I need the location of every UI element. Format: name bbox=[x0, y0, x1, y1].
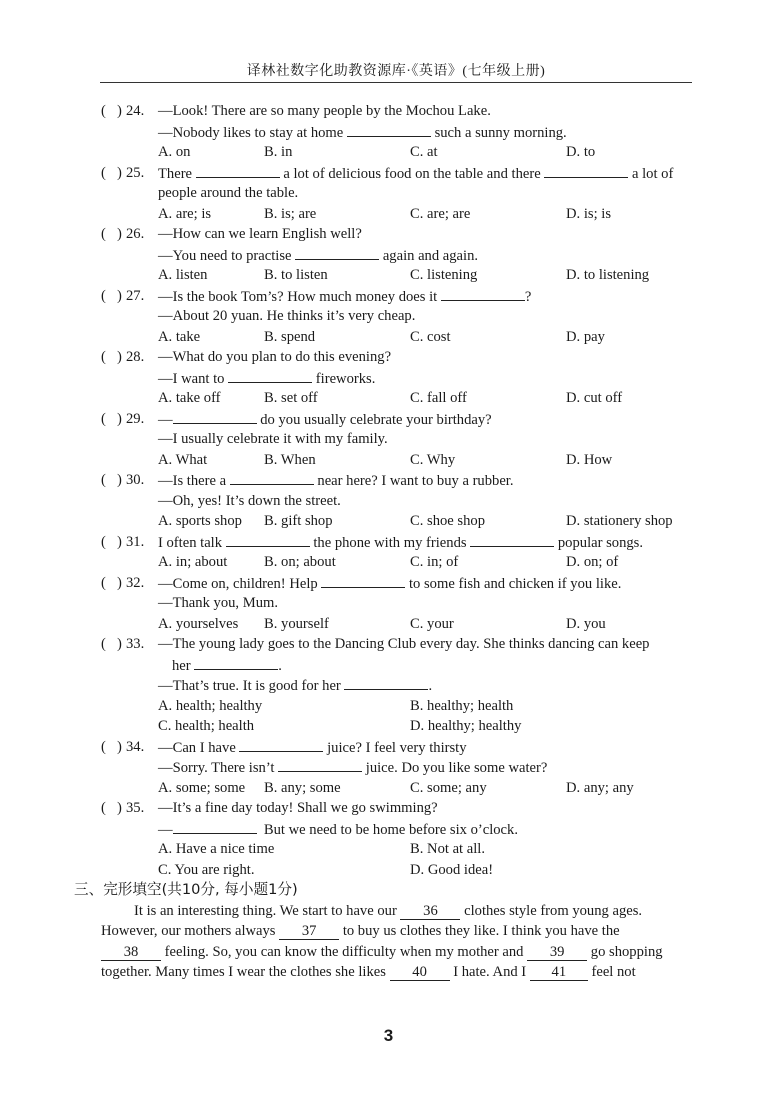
answer-blank[interactable] bbox=[344, 675, 428, 690]
option-c[interactable]: C. some; any bbox=[410, 779, 487, 796]
options-row bbox=[0, 388, 777, 409]
answer-paren-right: ) bbox=[117, 410, 122, 427]
option-c[interactable]: C. shoe shop bbox=[410, 513, 485, 529]
question-text: — bbox=[158, 411, 173, 428]
answer-blank[interactable] bbox=[295, 245, 379, 260]
option-a[interactable]: A. in; about bbox=[158, 554, 228, 570]
question-number: 28. bbox=[126, 349, 145, 365]
passage-text: It is an interesting thing. We start to have our bbox=[134, 902, 397, 919]
question-line bbox=[0, 675, 777, 696]
option-c[interactable]: C. in; of bbox=[410, 554, 459, 570]
cloze-paragraph-line bbox=[0, 921, 777, 942]
option-a[interactable]: A. on bbox=[158, 144, 191, 160]
passage-text: to buy us clothes they like. I think you have the bbox=[342, 923, 620, 939]
question-text: There bbox=[158, 165, 193, 182]
answer-paren-right: ) bbox=[117, 800, 122, 816]
passage-text: together. Many times I wear the clothes she likes bbox=[101, 964, 386, 980]
question-text: a lot of bbox=[632, 165, 674, 182]
answer-paren-left: ( bbox=[101, 287, 106, 304]
question-text: fireworks. bbox=[315, 370, 376, 387]
option-c[interactable]: C. health; health bbox=[158, 718, 255, 734]
question-text: — bbox=[158, 821, 173, 838]
answer-blank[interactable] bbox=[173, 819, 257, 834]
answer-paren-left: ( bbox=[101, 800, 106, 816]
question-text: —About 20 yuan. He thinks it’s very cheap. bbox=[158, 308, 416, 324]
question-text: people around the table. bbox=[158, 185, 299, 201]
option-b[interactable]: B. When bbox=[264, 451, 316, 468]
question-text: . bbox=[428, 678, 433, 694]
cloze-blank[interactable]: 39 bbox=[527, 944, 587, 961]
option-a[interactable]: A. health; healthy bbox=[158, 697, 263, 714]
answer-blank[interactable] bbox=[321, 573, 405, 588]
answer-paren-right: ) bbox=[117, 103, 122, 119]
question-text: —Sorry. There isn’t bbox=[158, 760, 275, 776]
question-27 bbox=[0, 286, 777, 307]
cloze-blank[interactable]: 37 bbox=[279, 923, 339, 940]
option-a[interactable]: A. What bbox=[158, 451, 208, 468]
options-row bbox=[0, 778, 777, 799]
option-a[interactable]: A. take off bbox=[158, 390, 221, 406]
options-row bbox=[0, 716, 777, 737]
option-d[interactable]: D. is; is bbox=[566, 205, 612, 222]
question-number: 33. bbox=[126, 636, 145, 652]
question-number: 29. bbox=[126, 410, 145, 427]
question-number: 35. bbox=[126, 800, 145, 816]
question-text: her bbox=[172, 657, 191, 674]
question-text: a lot of delicious food on the table and there bbox=[283, 165, 541, 182]
option-c[interactable]: C. cost bbox=[410, 328, 451, 345]
option-d[interactable]: D. any; any bbox=[566, 779, 634, 796]
answer-blank[interactable] bbox=[441, 286, 525, 301]
question-text: —I want to bbox=[158, 370, 225, 387]
option-a[interactable]: A. listen bbox=[158, 267, 208, 283]
question-number: 25. bbox=[126, 164, 145, 181]
option-d[interactable]: D. to listening bbox=[566, 267, 650, 283]
options-row bbox=[0, 142, 777, 163]
question-35 bbox=[0, 798, 777, 819]
question-number: 32. bbox=[126, 574, 145, 591]
options-row bbox=[0, 265, 777, 286]
answer-paren-left: ( bbox=[101, 574, 106, 591]
question-text: —Thank you, Mum. bbox=[158, 595, 278, 611]
cloze-paragraph-line bbox=[0, 942, 777, 963]
answer-blank[interactable] bbox=[226, 532, 310, 547]
question-text: ? bbox=[524, 288, 532, 305]
question-line bbox=[0, 819, 777, 840]
answer-paren-left: ( bbox=[101, 226, 106, 242]
passage-text: feeling. So, you can know the difficulty when my mother and bbox=[164, 943, 524, 960]
option-b[interactable]: B. healthy; health bbox=[410, 697, 514, 714]
passage-text: However, our mothers always bbox=[101, 923, 276, 939]
option-d[interactable]: D. to bbox=[566, 144, 596, 160]
option-b[interactable]: B. yourself bbox=[264, 615, 329, 632]
option-c[interactable]: C. Why bbox=[410, 451, 456, 468]
question-text: juice. Do you like some water? bbox=[365, 760, 548, 776]
question-25 bbox=[0, 163, 777, 184]
option-c[interactable]: C. You are right. bbox=[158, 861, 255, 878]
answer-paren-left: ( bbox=[101, 164, 106, 181]
question-stem: —What do you plan to do this evening? bbox=[158, 349, 392, 365]
options-row bbox=[0, 511, 777, 532]
question-31 bbox=[0, 532, 777, 553]
answer-blank[interactable] bbox=[347, 122, 431, 137]
option-c[interactable]: C. your bbox=[410, 615, 454, 632]
passage-text: clothes style from young ages. bbox=[464, 902, 643, 919]
question-number: 26. bbox=[126, 226, 145, 242]
question-line bbox=[0, 122, 777, 143]
answer-paren-right: ) bbox=[117, 636, 122, 652]
question-32 bbox=[0, 573, 777, 594]
answer-paren-left: ( bbox=[101, 472, 106, 488]
answer-paren-left: ( bbox=[101, 636, 106, 652]
answer-paren-left: ( bbox=[101, 410, 106, 427]
question-text: again and again. bbox=[382, 247, 479, 264]
answer-paren-left: ( bbox=[101, 349, 106, 365]
answer-blank[interactable] bbox=[228, 368, 312, 383]
option-a[interactable]: A. yourselves bbox=[158, 615, 239, 632]
option-d[interactable]: D. stationery shop bbox=[566, 513, 673, 529]
section-cloze-heading bbox=[0, 880, 777, 901]
option-b[interactable]: B. any; some bbox=[264, 779, 341, 796]
options-row bbox=[0, 696, 777, 717]
options-row bbox=[0, 860, 777, 881]
options-row bbox=[0, 552, 777, 573]
question-line bbox=[0, 183, 777, 204]
question-line bbox=[0, 368, 777, 389]
option-b[interactable]: B. set off bbox=[264, 390, 318, 406]
cloze-paragraph-line bbox=[0, 901, 777, 922]
answer-paren-right: ) bbox=[117, 287, 122, 304]
question-text: near here? I want to buy a rubber. bbox=[317, 473, 514, 489]
page-number: 3 bbox=[383, 1026, 394, 1045]
option-b[interactable]: B. on; about bbox=[264, 554, 336, 570]
answer-blank[interactable] bbox=[173, 409, 257, 424]
question-stem: —Look! There are so many people by the Mochou Lake. bbox=[158, 103, 491, 119]
options-row bbox=[0, 839, 777, 860]
question-line bbox=[0, 245, 777, 266]
question-text: —Come on, children! Help bbox=[158, 575, 318, 592]
page-header: 译林社数字化助教资源库·《英语》(七年级上册) bbox=[246, 64, 546, 79]
option-a[interactable]: A. take bbox=[158, 328, 201, 345]
answer-blank[interactable] bbox=[544, 163, 628, 178]
question-text: . bbox=[278, 657, 282, 674]
answer-blank[interactable] bbox=[230, 470, 314, 485]
option-d[interactable]: D. you bbox=[566, 615, 606, 632]
question-number: 27. bbox=[126, 287, 145, 304]
question-text: juice? I feel very thirsty bbox=[327, 739, 467, 756]
option-b[interactable]: B. to listen bbox=[264, 267, 328, 283]
question-number: 31. bbox=[126, 533, 145, 550]
answer-blank[interactable] bbox=[470, 532, 554, 547]
question-text: But we need to be home before six o’clock. bbox=[263, 821, 518, 838]
cloze-paragraph-line bbox=[0, 962, 777, 983]
question-30 bbox=[0, 470, 777, 491]
question-stem: —The young lady goes to the Dancing Club every day. She thinks dancing can keep bbox=[158, 636, 650, 652]
answer-paren-right: ) bbox=[117, 574, 122, 591]
option-c[interactable]: C. at bbox=[410, 144, 438, 160]
question-line bbox=[0, 593, 777, 614]
section-title: 三、完形填空(共10分, 每小题1分) bbox=[74, 881, 298, 898]
passage-text: I hate. And I bbox=[453, 964, 527, 980]
question-text: popular songs. bbox=[557, 534, 644, 551]
question-text: —Can I have bbox=[158, 739, 236, 756]
question-29 bbox=[0, 409, 777, 430]
question-stem: —How can we learn English well? bbox=[158, 226, 362, 242]
options-row bbox=[0, 614, 777, 635]
question-text: —Is the book Tom’s? How much money does it bbox=[158, 288, 438, 305]
option-d[interactable]: D. healthy; healthy bbox=[410, 718, 522, 734]
question-text: do you usually celebrate your birthday? bbox=[260, 411, 492, 428]
option-a[interactable]: A. sports shop bbox=[158, 513, 242, 529]
option-a[interactable]: A. some; some bbox=[158, 779, 246, 796]
option-d[interactable]: D. on; of bbox=[566, 554, 619, 570]
passage-text: feel not bbox=[591, 964, 636, 980]
question-24 bbox=[0, 101, 777, 122]
option-a[interactable]: A. Have a nice time bbox=[158, 841, 275, 857]
answer-paren-left: ( bbox=[101, 533, 106, 550]
option-b[interactable]: B. Not at all. bbox=[410, 841, 485, 857]
option-c[interactable]: C. are; are bbox=[410, 205, 471, 222]
question-list bbox=[0, 101, 777, 983]
answer-paren-right: ) bbox=[117, 226, 122, 242]
cloze-blank[interactable]: 36 bbox=[400, 903, 460, 920]
answer-paren-right: ) bbox=[117, 533, 122, 550]
question-line bbox=[0, 757, 777, 778]
question-34 bbox=[0, 737, 777, 758]
answer-paren-right: ) bbox=[117, 164, 122, 181]
cloze-blank[interactable]: 38 bbox=[101, 944, 161, 961]
option-d[interactable]: D. Good idea! bbox=[410, 861, 494, 878]
option-d[interactable]: D. How bbox=[566, 451, 613, 468]
answer-paren-right: ) bbox=[117, 472, 122, 488]
question-text: —Oh, yes! It’s down the street. bbox=[158, 492, 341, 509]
options-row bbox=[0, 327, 777, 348]
question-line bbox=[0, 491, 777, 512]
question-stem: —It’s a fine day today! Shall we go swimming? bbox=[158, 800, 438, 816]
question-number: 30. bbox=[126, 472, 145, 488]
question-number: 24. bbox=[126, 103, 145, 119]
option-a[interactable]: A. are; is bbox=[158, 205, 212, 222]
question-text: the phone with my friends bbox=[313, 534, 467, 551]
answer-blank[interactable] bbox=[196, 163, 280, 178]
cloze-blank[interactable]: 40 bbox=[390, 964, 450, 981]
question-26 bbox=[0, 224, 777, 245]
option-b[interactable]: B. in bbox=[264, 144, 293, 160]
question-33 bbox=[0, 634, 777, 655]
header-rule bbox=[100, 82, 692, 83]
option-b[interactable]: B. spend bbox=[264, 328, 316, 345]
answer-blank[interactable] bbox=[278, 757, 362, 772]
options-row bbox=[0, 450, 777, 471]
question-line bbox=[0, 306, 777, 327]
question-line bbox=[0, 429, 777, 450]
question-text: —You need to practise bbox=[158, 247, 292, 264]
question-number: 34. bbox=[126, 738, 145, 755]
option-c[interactable]: C. fall off bbox=[410, 390, 467, 406]
question-text: I often talk bbox=[158, 534, 223, 551]
option-d[interactable]: D. pay bbox=[566, 328, 605, 345]
option-c[interactable]: C. listening bbox=[410, 267, 478, 283]
question-text: —I usually celebrate it with my family. bbox=[158, 431, 388, 447]
option-b[interactable]: B. gift shop bbox=[264, 513, 333, 529]
option-d[interactable]: D. cut off bbox=[566, 390, 623, 406]
answer-blank[interactable] bbox=[194, 655, 278, 670]
passage-text: go shopping bbox=[590, 943, 663, 960]
question-28 bbox=[0, 347, 777, 368]
question-text: —Nobody likes to stay at home bbox=[158, 124, 344, 141]
question-text: —Is there a bbox=[158, 473, 227, 489]
question-text: to some fish and chicken if you like. bbox=[409, 575, 622, 592]
answer-paren-left: ( bbox=[101, 103, 106, 119]
question-text: —That’s true. It is good for her bbox=[158, 678, 341, 694]
question-text: such a sunny morning. bbox=[434, 124, 567, 141]
option-b[interactable]: B. is; are bbox=[264, 205, 317, 222]
cloze-blank[interactable]: 41 bbox=[530, 964, 588, 981]
answer-paren-right: ) bbox=[117, 349, 122, 365]
answer-paren-right: ) bbox=[117, 738, 122, 755]
answer-paren-left: ( bbox=[101, 738, 106, 755]
options-row bbox=[0, 204, 777, 225]
question-line bbox=[0, 655, 777, 676]
answer-blank[interactable] bbox=[239, 737, 323, 752]
